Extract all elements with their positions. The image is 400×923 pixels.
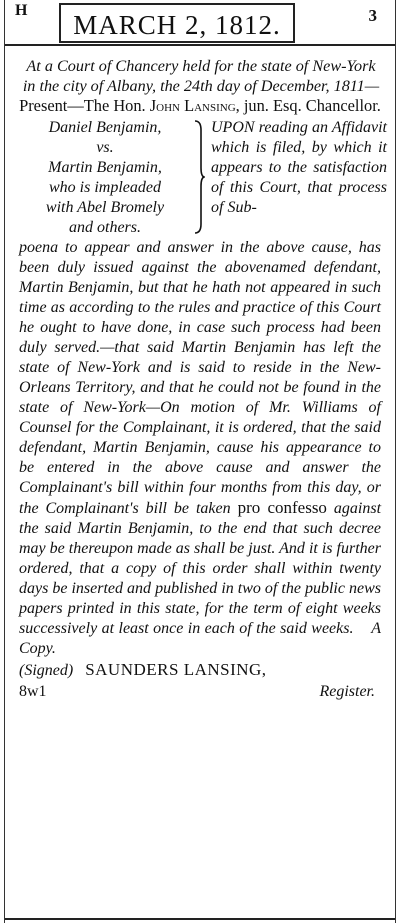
court-intro: At a Court of Chancery held for the state of New-York in the city of Albany, the 24th day of December, 1811— (22, 57, 380, 95)
signer-title: Register. (319, 683, 375, 700)
header-rule (5, 44, 395, 46)
impleaded-line: who is impleaded (49, 179, 161, 196)
insertion-code: 8w1 (19, 683, 47, 700)
signed-label: (Signed) (19, 662, 74, 679)
plaintiff-name: Daniel Benjamin, (48, 119, 162, 136)
co-defendant-line: with Abel Bromely (45, 199, 165, 216)
newspaper-page (4, 0, 396, 923)
order-body (5, 238, 395, 659)
others-line: and others. (69, 219, 141, 236)
corner-letter: H (15, 2, 28, 19)
signature-line (5, 659, 395, 681)
footer-line (5, 681, 395, 703)
page-header (5, 0, 395, 52)
case-block (5, 118, 395, 238)
page-number: 3 (368, 6, 377, 25)
order-text-part2: against the said Martin Benjamin, to the end that such decree may be thereupon made as shall be just. And it is further ordered, that a copy of this order shall within twenty days be inserted and published in two of the public news papers printed in this state, for the term of eight weeks successively at least once in each of the said weeks. (19, 500, 382, 637)
present-suffix: , jun. Esq. Chancellor. (235, 96, 381, 115)
latin-term: pro confesso (237, 498, 327, 517)
curly-brace-icon (193, 120, 205, 234)
bottom-rule (5, 918, 395, 920)
opening-text: UPON reading an Affidavit which is filed, by which it appears to the satisfaction of this Court, that process of Sub- (211, 119, 387, 216)
versus-label: vs. (96, 139, 114, 156)
copy-note: A Copy. (19, 620, 382, 657)
signer-name: SAUNDERS LANSING, (85, 660, 267, 679)
judge-name: John Lansing (149, 96, 236, 115)
order-text-part1: poena to appear and answer in the above cause, has been duly issued against the abovenamed defendant, Martin Benjamin, but that he hath not appeared in such time as according to the rules and practice of this Court he ought to have done, in case such process had been duly served.—that said Martin Benjamin has left the state of New-York and is said to reside in the New-Orleans Territory, and that he could not be found in the state of New-York—On motion of Mr. Williams of Counsel for the Complainant, it is ordered, that the said defendant, Martin Benjamin, cause his appearance to be entered in the above cause and answer the Complainant's bill within four months from this day, or the Complainant's bill be taken (19, 239, 381, 517)
present-prefix: Present—The Hon. (19, 96, 146, 115)
case-parties (19, 118, 191, 238)
date-heading: MARCH 2, 1812. (59, 3, 295, 43)
defendant-name: Martin Benjamin, (48, 159, 162, 176)
present-line (5, 96, 395, 116)
